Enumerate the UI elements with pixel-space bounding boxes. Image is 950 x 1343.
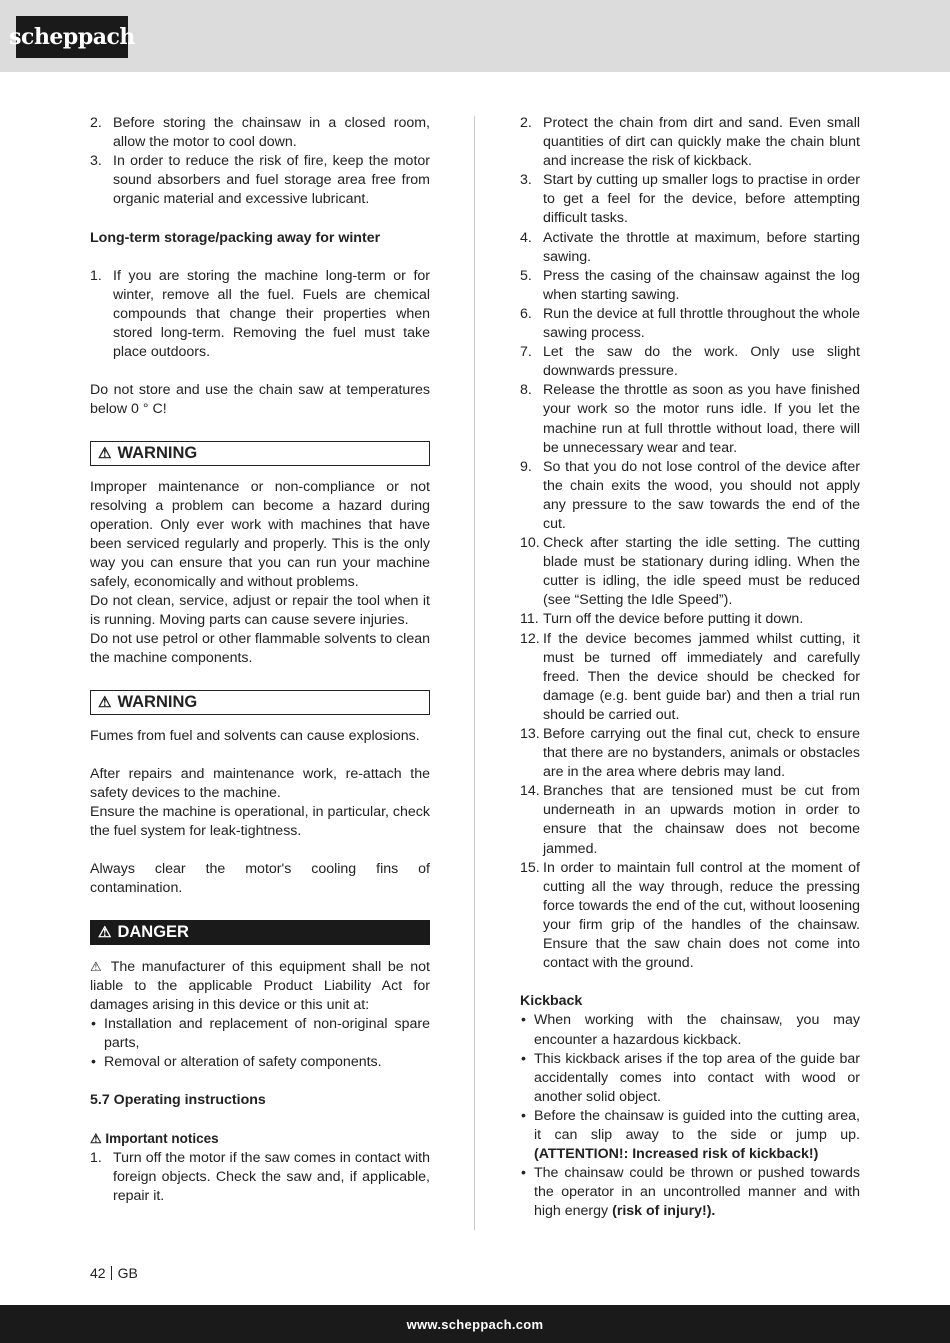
warning-triangle-icon: ⚠ [98,444,112,462]
list-item: • Installation and replacement of non-original spare parts, [91,1015,430,1051]
list-item: 10. Check after starting the idle setting. The cutting blade must be stationary during idling. When the cutter is idling, the idle speed must be reduced (see “Setting the Idle Speed”). [520,535,860,609]
list-item: • The chainsaw could be thrown or pushed towards the operator in an uncontrolled manner and with high energy (risk of injury!). [521,1165,860,1220]
cooling-text: Always clear the motor's cooling fins of contamination. [90,861,430,897]
warning-triangle-icon: ⚠ [98,923,112,941]
warning-text: Do not use petrol or other flammable solvents to clean the machine components. [90,631,430,667]
website-link[interactable]: www.scheppach.com [406,1316,544,1332]
bullet-icon: • [91,1015,96,1032]
storage-heading: Long-term storage/packing away for winter [90,229,381,246]
list-item: 4. Activate the throttle at maximum, before starting sawing. [520,229,860,265]
danger-box: ⚠ DANGER [90,920,430,945]
list-item: 15. In order to maintain full control at the moment of cutting all the way through, reduce the pressing force towards the end of the cut, without loosening your firm grip of the handles of the chainsaw. Ensure that the saw chain does not come into contact with the ground. [520,859,860,972]
warning-box: ⚠ WARNING [90,441,430,466]
list-item: 8. Release the throttle as soon as you have finished your work so the motor runs idle. If you let the machine run at full throttle without load, there will be unnecessary wear and tear. [520,382,860,456]
list-item: • Before the chainsaw is guided into the cutting area, it can slip away to the side or jump up. (ATTENTION!: Increased risk of kickback!) [521,1107,860,1163]
bullet-icon: • [521,1050,526,1067]
warning-text: Do not clean, service, adjust or repair the tool when it is running. Moving parts can cause severe injuries. [90,593,430,629]
list-item: • Removal or alteration of safety components. [90,1053,430,1072]
important-heading: ⚠ Important notices [90,1131,219,1147]
page-footer [0,1305,950,1343]
column-divider [474,116,475,1230]
storage-list [90,114,430,209]
danger-list [90,1015,430,1072]
list-item: 1. Turn off the motor if the saw comes in contact with foreign objects. Check the saw and, if applicable, repair it. [90,1149,430,1204]
bullet-icon: • [521,1012,526,1029]
warning-triangle-icon: ⚠ [98,693,112,711]
notices-list [90,1149,430,1206]
kickback-heading: Kickback [520,993,583,1010]
list-item: 12. If the device becomes jammed whilst cutting, it must be turned off immediately and carefully freed. Then the device should be checked for damage (e.g. bent guide bar) and then a trial run should be carried out. [520,630,860,723]
bullet-icon: • [91,1054,96,1071]
list-item: 7. Let the saw do the work. Only use slight downwards pressure. [520,344,860,380]
list-item: 3. Start by cutting up smaller logs to practise in order to get a feel for the device, before attempting difficult tasks. [520,172,860,227]
list-item: 9. So that you do not lose control of the device after the chain exits the wood, you should not apply any pressure to the saw towards the end of the cut. [520,458,860,532]
page-header [0,0,950,72]
warning-triangle-icon: ⚠ [90,1131,102,1147]
list-item: 2. Protect the chain from dirt and sand. Even small quantities of dirt can quickly make the chain blunt and increase the risk of kickback. [520,115,860,170]
page-number: 42 GB [90,1265,138,1281]
list-item: 14. Branches that are tensioned must be cut from underneath in an upwards motion in order to ensure that the chainsaw does not become jammed. [520,783,860,857]
list-item: • When working with the chainsaw, you may encounter a hazardous kickback. [521,1012,860,1048]
list-item: 2. Before storing the chainsaw in a closed room, allow the motor to cool down. [90,115,430,151]
brand-logo: scheppach [16,16,128,58]
kickback-list [520,1011,860,1221]
repair-text: After repairs and maintenance work, re-attach the safety devices to the machine. [90,765,430,801]
danger-text: ⚠ The manufacturer of this equipment shall be not liable to the applicable Product Liability Act for damages arising in this device or this unit at: [90,958,430,1013]
temperature-note: Do not store and use the chain saw at temperatures below 0 ° C! [90,382,430,418]
bullet-icon: • [521,1107,526,1124]
left-column [90,114,430,1206]
longterm-list [90,267,430,362]
repair-text: Ensure the machine is operational, in particular, check the fuel system for leak-tightness. [90,804,430,840]
warning-text: Fumes from fuel and solvents can cause explosions. [90,727,420,744]
right-column [520,114,860,1221]
warning-text: Improper maintenance or non-compliance or not resolving a problem can become a hazard during operation. Only ever work with machines that have been serviced regularly and properly. This is the only way you can ensure that you can run your machine safely, economically and without problems. [90,478,430,591]
list-item: 6. Run the device at full throttle throughout the whole sawing process. [520,305,860,342]
list-item: 1. If you are storing the machine long-term or for winter, remove all the fuel. Fuels are chemical compounds that change their properties when stored long-term. Removing the fuel must take place outdoors. [90,267,430,361]
list-item: • This kickback arises if the top area of the guide bar accidentally comes into contact with wood or another solid object. [521,1050,860,1105]
warning-triangle-icon: ⚠ [90,958,105,974]
operating-list [520,114,860,973]
section-heading: 5.7 Operating instructions [90,1092,266,1109]
bullet-icon: • [521,1165,526,1182]
list-item: 11. Turn off the device before putting it down. [520,611,804,628]
warning-box: ⚠ WARNING [90,690,430,715]
list-item: 5. Press the casing of the chainsaw against the log when starting sawing. [520,267,860,303]
list-item: 3. In order to reduce the risk of fire, keep the motor sound absorbers and fuel storage area free from organic material and excessive lubricant. [90,153,430,208]
list-item: 13. Before carrying out the final cut, check to ensure that there are no bystanders, animals or obstacles are in the area where debris may land. [520,726,860,781]
